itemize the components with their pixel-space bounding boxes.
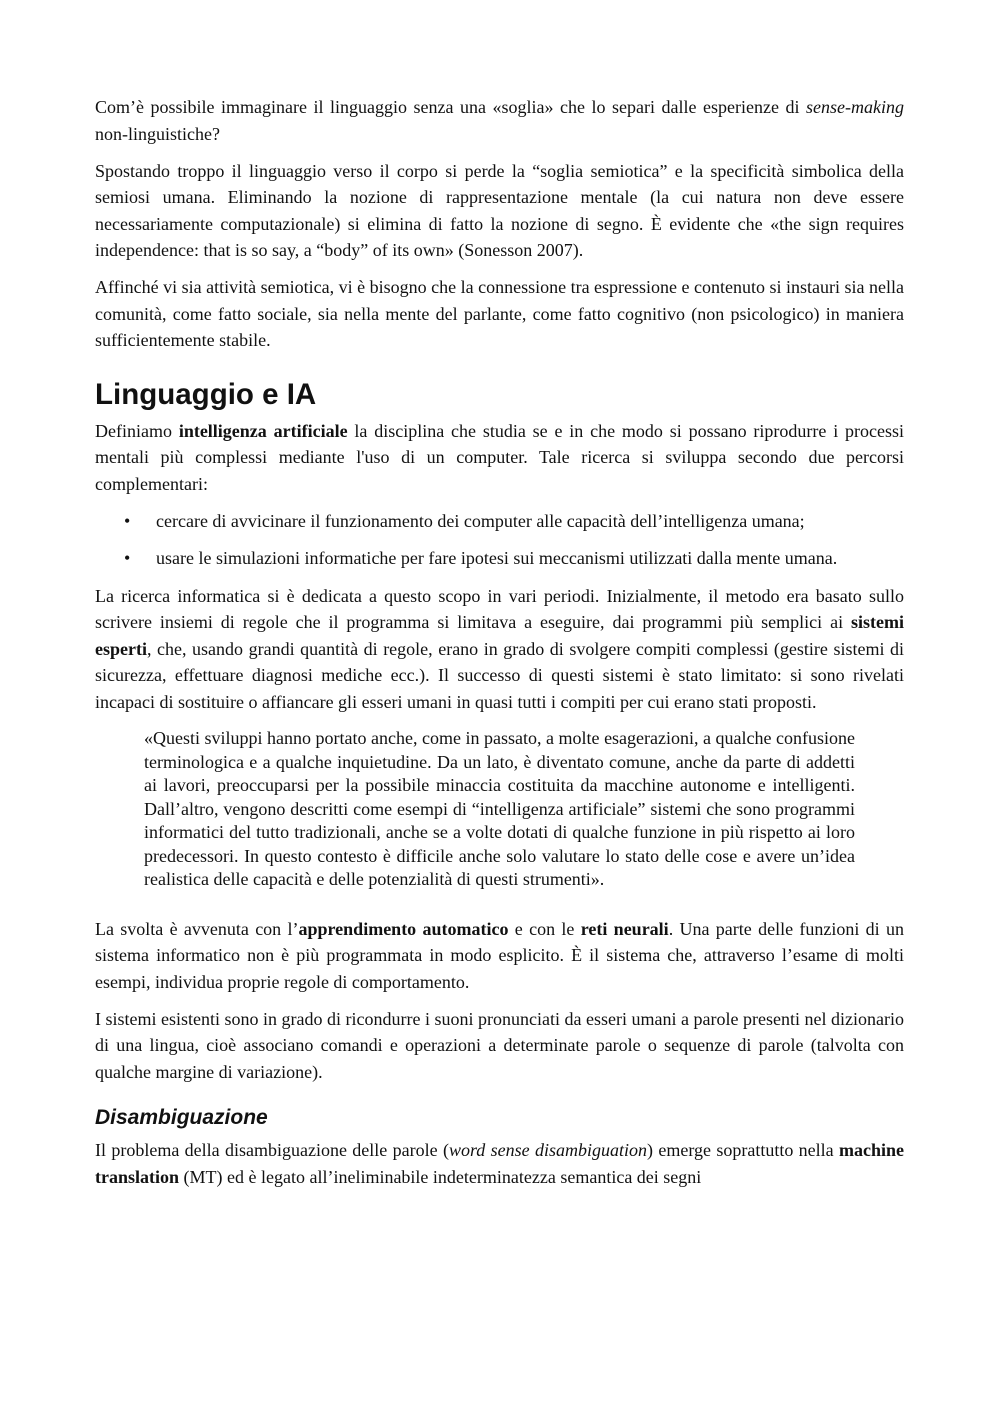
paragraph-text: e con le <box>508 918 581 939</box>
paragraph-text: Definiamo <box>95 420 179 441</box>
paragraph-text: non-linguistiche? <box>95 123 220 144</box>
emphasis-term: sense-making <box>806 97 904 117</box>
paragraph-text: Il problema della disambiguazione delle parole ( <box>95 1140 449 1160</box>
paragraph-speech-recognition: I sistemi esistenti sono in grado di ricondurre i suoni pronunciati da esseri umani a parole presenti nel dizionario di una lingua, cioè associano comandi e operazioni a determinate parole o sequenze di parole (talvolta con qualche margine di variazione). <box>95 1008 904 1082</box>
paragraph-disambiguation <box>95 1137 904 1190</box>
emphasis-term: word sense disambiguation <box>448 1140 647 1160</box>
paragraph-text: Com’è possibile immaginare il linguaggio senza una «soglia» che lo separi dalle esperienze di <box>95 97 807 117</box>
bold-term: sistemi esperti <box>95 612 904 659</box>
paragraph-ai-definition <box>95 418 904 498</box>
paragraph-sense-making <box>95 94 904 147</box>
list-item-text: cercare di avvicinare il funzionamento dei computer alle capacità dell’intelligenza umana; <box>156 510 805 531</box>
bullet-icon: • <box>124 548 131 568</box>
paragraph-text: ) emerge soprattutto nella <box>647 1140 839 1160</box>
bold-term: apprendimento automatico <box>298 918 509 939</box>
list-item <box>95 545 904 572</box>
bold-term: reti neurali <box>580 918 669 939</box>
bold-term: machine translation <box>95 1140 904 1187</box>
paragraph-semiotic-threshold: Spostando troppo il linguaggio verso il corpo si perde la “soglia semiotica” e la specificità simbolica della semiosi umana. Eliminando la nozione di rappresentazione mentale (la cui natura non deve essere necessariamente computazionale) si elimina di fatto la nozione di segno. È evidente che «the sign requires independence: that is so say, a “body” of its own» (Sonesson 2007). <box>95 160 904 260</box>
paragraph-text: La svolta è avvenuta con l’ <box>95 918 299 939</box>
list-item-text: usare le simulazioni informatiche per fare ipotesi sui meccanismi utilizzati dalla mente umana. <box>156 548 838 568</box>
bullet-icon: • <box>124 510 131 531</box>
subsection-heading: Disambiguazione <box>95 1106 268 1129</box>
bold-term: intelligenza artificiale <box>178 420 348 441</box>
document-page <box>95 94 904 1201</box>
paragraph-expert-systems <box>95 583 904 716</box>
bullet-list <box>95 508 904 572</box>
paragraph-text: (MT) ed è legato all’ineliminabile indeterminatezza semantica dei segni <box>179 1166 702 1187</box>
section-heading: Linguaggio e IA <box>95 377 317 411</box>
paragraph-machine-learning <box>95 916 904 996</box>
paragraph-text: , che, usando grandi quantità di regole, erano in grado di svolgere compiti complessi (gestire sistemi di sicurezza, effettuare diagnosi mediche ecc.). Il successo di questi sistemi è stato limitato: si sono rivelati incapaci di sostituire o affiancare gli esseri umani in quasi tutti i compiti per cui erano stati proposti. <box>95 638 904 712</box>
paragraph-text: . Una parte delle funzioni di un sistema informatico non è più programmata in modo esplicito. È il sistema che, attraverso l’esame di molti esempi, individua proprie regole di comportamento. <box>95 918 904 992</box>
block-quote: «Questi sviluppi hanno portato anche, come in passato, a molte esagerazioni, a qualche confusione terminologica e a qualche inquietudine. Da un lato, è diventato comune, anche da parte di addetti ai lavori, preoccuparsi per la possibile minaccia costituita da macchine autonome e intelligenti. Dall’altro, vengono descritti come esempi di “intelligenza artificiale” sistemi che sono programmi informatici del tutto tradizionali, anche se a volte dotati di qualche funzione in più rispetto ai loro predecessori. In questo contesto è difficile anche solo valutare lo stato delle cose e avere un’idea realistica delle capacità e delle potenzialità di questi strumenti». <box>144 728 855 889</box>
paragraph-semiotic-activity: Affinché vi sia attività semiotica, vi è bisogno che la connessione tra espressione e contenuto si instauri sia nella comunità, come fatto sociale, sia nella mente del parlante, come fatto cognitivo (non psicologico) in maniera sufficientemente stabile. <box>95 277 904 350</box>
list-item <box>95 508 904 535</box>
paragraph-text: la disciplina che studia se e in che modo si possano riprodurre i processi mentali più complessi mediante l'uso di un computer. Tale ricerca si sviluppa secondo due percorsi complementari: <box>95 420 905 494</box>
paragraph-text: La ricerca informatica si è dedicata a questo scopo in vari periodi. Inizialmente, il metodo era basato sullo scrivere insiemi di regole che il programma si limitava a eseguire, dai programmi più semplici ai <box>95 585 904 632</box>
